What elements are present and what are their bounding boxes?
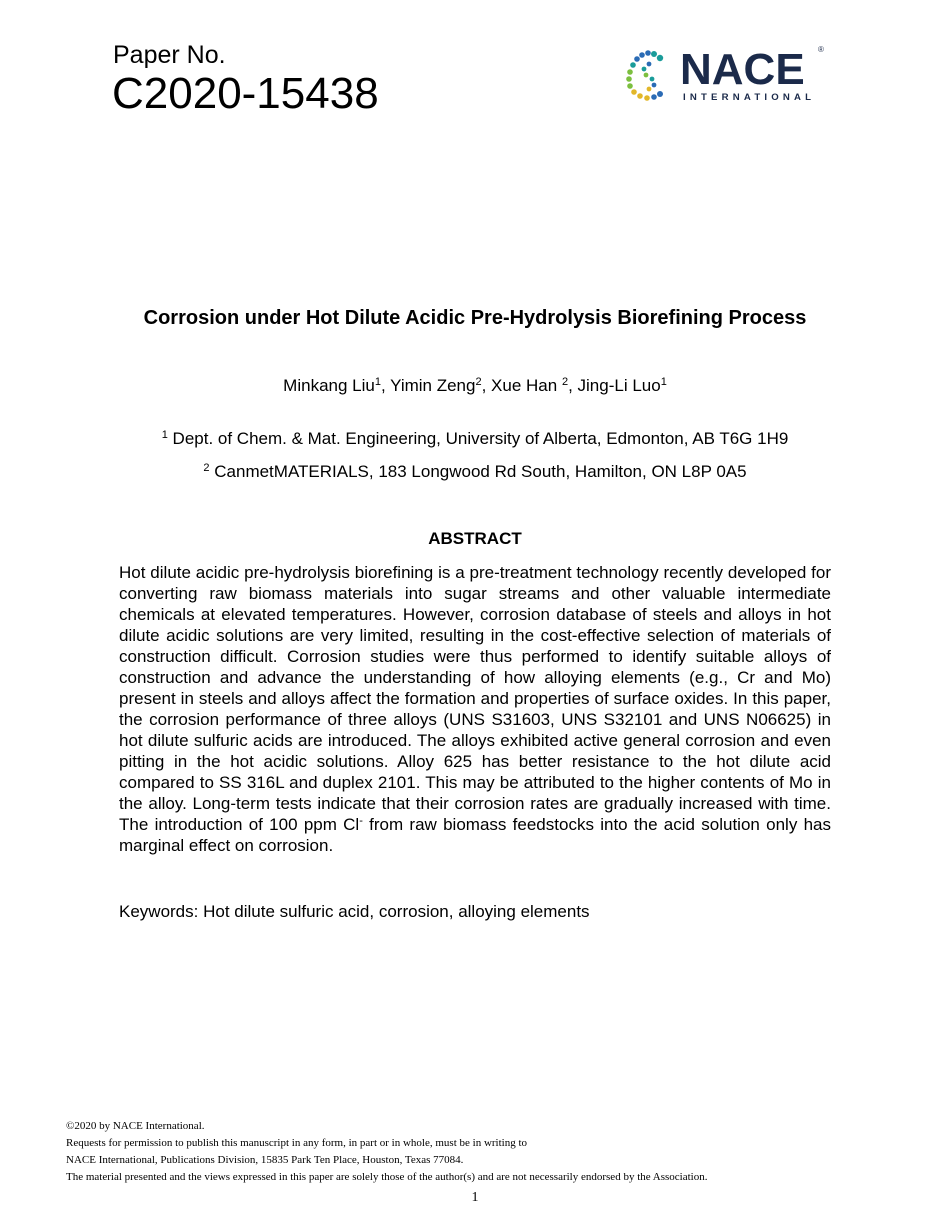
- author-name: Minkang Liu: [283, 376, 375, 395]
- abstract-body: [119, 562, 831, 856]
- page-number: 1: [471, 1190, 479, 1205]
- abstract-heading: ABSTRACT: [428, 529, 522, 548]
- author-name: Xue Han: [491, 376, 562, 395]
- footer-line: ©2020 by NACE International.: [66, 1120, 205, 1132]
- author-separator: ,: [481, 376, 492, 395]
- affiliation-text: CanmetMATERIALS, 183 Longwood Rd South, Hamilton, ON L8P 0A5: [209, 462, 747, 481]
- logo-wordmark: NACE: [680, 45, 805, 94]
- logo-subtext: INTERNATIONAL: [683, 92, 816, 103]
- author-affiliation-mark: 1: [374, 376, 381, 388]
- footer-line: The material presented and the views expressed in this paper are solely those of the author(s) and are not necessarily endorsed by the Association.: [66, 1171, 708, 1183]
- footer-line: NACE International, Publications Division, 15835 Park Ten Place, Houston, Texas 77084.: [66, 1154, 464, 1166]
- author-affiliation-mark: 2: [561, 376, 569, 388]
- affiliation-mark: 2: [203, 462, 210, 474]
- author-name: Jing-Li Luo: [577, 376, 661, 395]
- dna-helix-icon: [626, 50, 663, 101]
- registered-mark: ®: [818, 45, 824, 54]
- author-separator: ,: [380, 376, 391, 395]
- nace-logo-graphic: [622, 44, 832, 106]
- author-affiliation-mark: 1: [660, 376, 667, 388]
- affiliation-text: Dept. of Chem. & Mat. Engineering, University of Alberta, Edmonton, AB T6G 1H9: [167, 429, 789, 448]
- chloride-charge-superscript: -: [359, 815, 363, 827]
- paper-number-label: Paper No.: [113, 41, 226, 69]
- affiliation-2: [0, 461, 950, 483]
- abstract-text: Hot dilute acidic pre-hydrolysis biorefining is a pre-treatment technology recently developed for converting raw biomass materials into sugar streams and other valuable intermediate chemicals at elevated temperatures. However, corrosion database of steels and alloys in hot dilute acidic solutions are very limited, resulting in the cost-effective selection of materials of construction difficult. Corrosion studies were thus performed to identify suitable alloys of construction and advance the understanding of how alloying elements (e.g., Cr and Mo) present in steels and alloys affect the formation and properties of surface oxides. In this paper, the corrosion performance of three alloys (UNS S31603, UNS S32101 and UNS N06625) in hot dilute sulfuric acids are introduced. The alloys exhibited active general corrosion and even pitting in the hot acidic solutions. Alloy 625 has better resistance to the hot dilute acid compared to SS 316L and duplex 2101. This may be attributed to the higher contents of Mo in the alloy. Long-term tests indicate that their corrosion rates are gradually increased with time. The introduction of 100 ppm Cl: [119, 563, 831, 834]
- author-affiliation-mark: 2: [475, 376, 482, 388]
- paper-title: Corrosion under Hot Dilute Acidic Pre-Hydrolysis Biorefining Process: [143, 307, 807, 329]
- paper-number-value: C2020-15438: [112, 69, 379, 118]
- abstract-text-end: from raw biomass feedstocks into the acid solution only has marginal effect on corrosion.: [119, 815, 831, 855]
- footer-line: Requests for permission to publish this manuscript in any form, in part or in whole, must be in writing to: [66, 1137, 528, 1149]
- author-name: Yimin Zeng: [390, 376, 476, 395]
- affiliation-mark: 1: [161, 429, 168, 441]
- author-separator: ,: [568, 376, 578, 395]
- nace-logo: [622, 44, 832, 106]
- keywords: Keywords: Hot dilute sulfuric acid, corrosion, alloying elements: [119, 902, 590, 921]
- affiliation-1: [0, 428, 950, 450]
- copyright-footer: [66, 1118, 707, 1186]
- author-list: [0, 375, 950, 397]
